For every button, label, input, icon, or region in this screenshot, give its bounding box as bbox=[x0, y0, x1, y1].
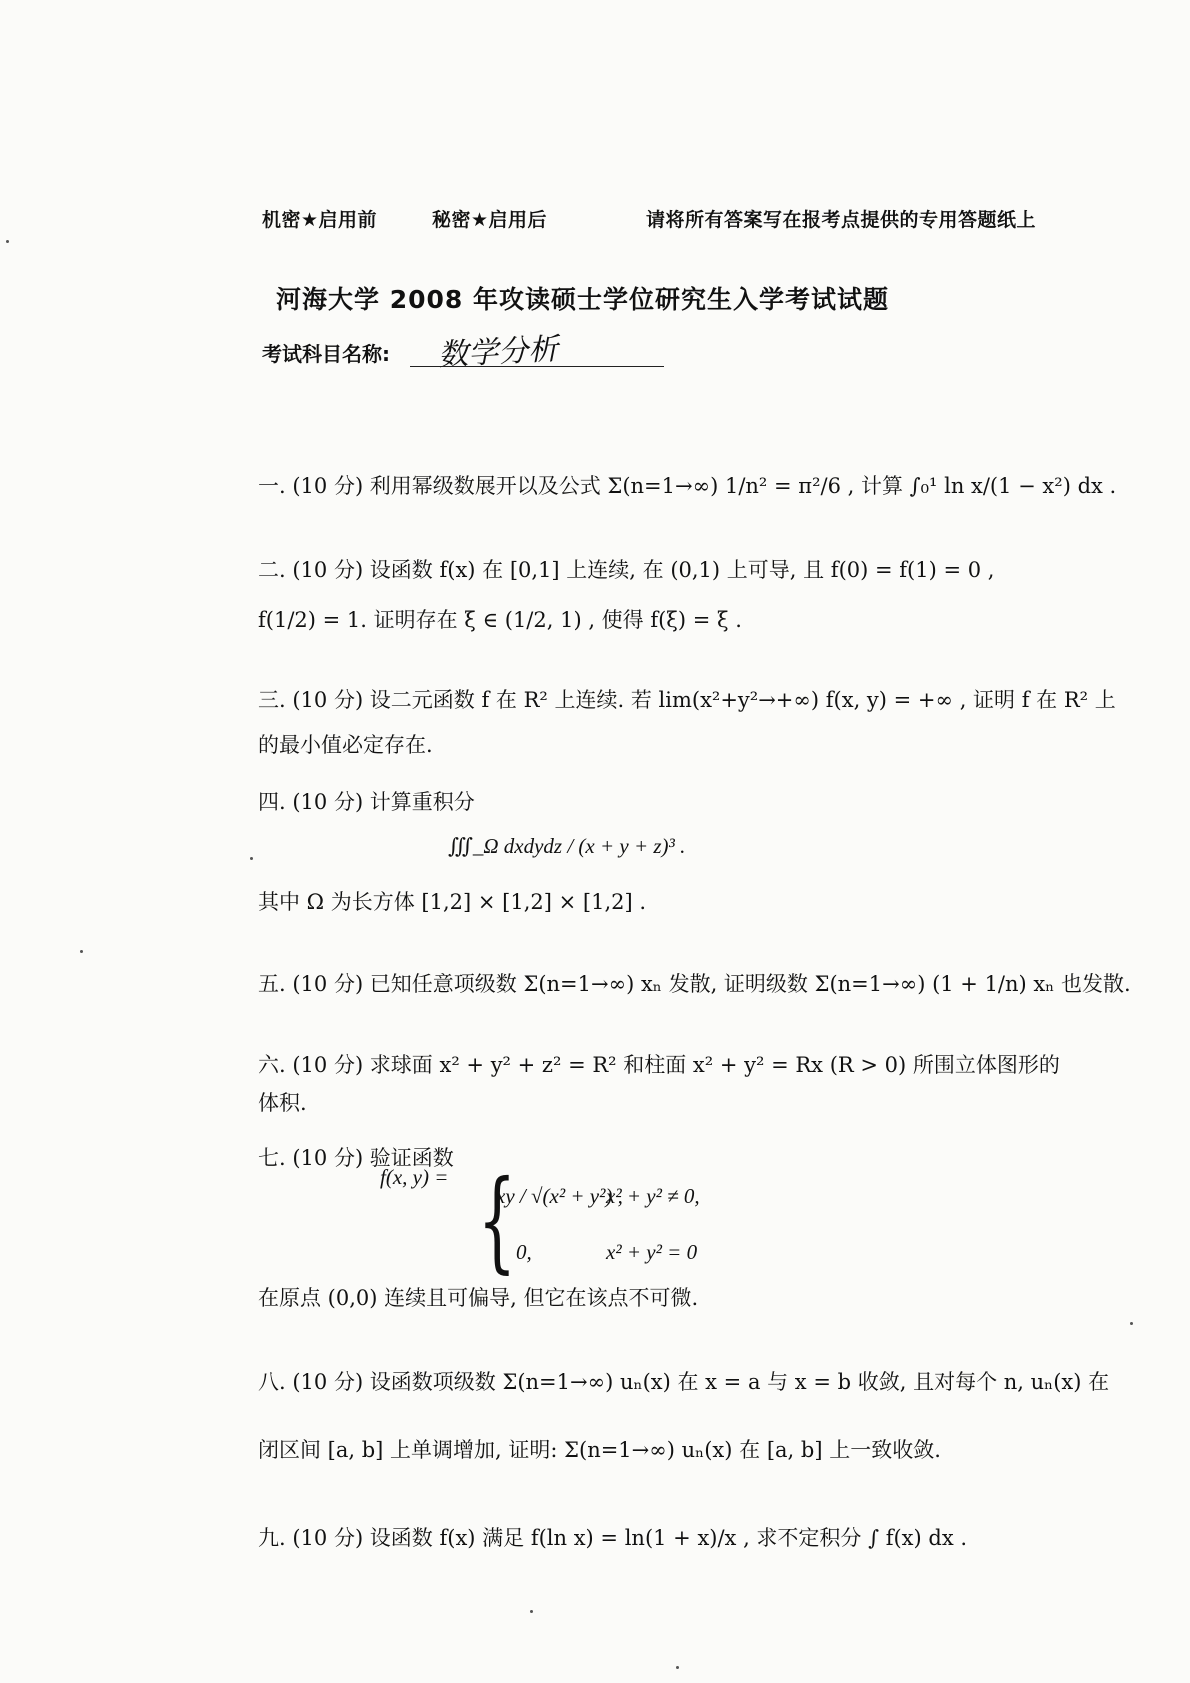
question-7-line-1: 七. (10 分) 验证函数 bbox=[258, 1146, 454, 1170]
subject-label: 考试科目名称: bbox=[262, 342, 390, 366]
subject-underline bbox=[410, 366, 664, 367]
question-3-line-2: 的最小值必定存在. bbox=[258, 733, 433, 757]
question-4-line-1: 四. (10 分) 计算重积分 bbox=[258, 790, 475, 814]
subject-value: 数学分析 bbox=[437, 331, 560, 374]
question-6-line-1: 六. (10 分) 求球面 x² + y² + z² = R² 和柱面 x² + y² = Rx (R > 0) 所围立体图形的 bbox=[258, 1053, 1060, 1077]
question-9: 九. (10 分) 设函数 f(x) 满足 f(ln x) = ln(1 + x)/x , 求不定积分 ∫ f(x) dx . bbox=[258, 1526, 968, 1550]
exam-title: 河海大学 2008 年攻读硕士学位研究生入学考试试题 bbox=[276, 285, 889, 314]
question-2-line-1: 二. (10 分) 设函数 f(x) 在 [0,1] 上连续, 在 (0,1) 上可导, 且 f(0) = f(1) = 0 , bbox=[258, 558, 995, 582]
question-5: 五. (10 分) 已知任意项级数 Σ(n=1→∞) xₙ 发散, 证明级数 Σ(n=1→∞) (1 + 1/n) xₙ 也发散. bbox=[258, 972, 1131, 996]
question-8-line-2: 闭区间 [a, b] 上单调增加, 证明: Σ(n=1→∞) uₙ(x) 在 [a, b] 上一致收敛. bbox=[258, 1438, 941, 1462]
piecewise-lhs: f(x, y) = bbox=[380, 1165, 449, 1189]
scan-speck bbox=[250, 857, 253, 860]
case-1-condition: x² + y² ≠ 0, bbox=[606, 1184, 700, 1208]
triple-integral-formula: ∭_Ω dxdydz / (x + y + z)³ . bbox=[448, 834, 686, 858]
question-6-line-2: 体积. bbox=[258, 1091, 307, 1115]
scan-speck bbox=[676, 1666, 679, 1669]
question-3-line-1: 三. (10 分) 设二元函数 f 在 R² 上连续. 若 lim(x²+y²→+∞) f(x, y) = +∞ , 证明 f 在 R² 上 bbox=[258, 688, 1116, 712]
piecewise-brace: { bbox=[477, 1156, 517, 1284]
question-4-line-2: 其中 Ω 为长方体 [1,2] × [1,2] × [1,2] . bbox=[258, 890, 647, 914]
header-right: 请将所有答案写在报考点提供的专用答题纸上 bbox=[646, 209, 1037, 231]
scan-speck bbox=[80, 950, 83, 953]
header-left: 机密★启用前 bbox=[262, 209, 378, 231]
scan-speck bbox=[6, 240, 9, 243]
question-2-line-2: f(1/2) = 1. 证明存在 ξ ∈ (1/2, 1) , 使得 f(ξ) = ξ . bbox=[258, 608, 742, 632]
case-1-value: xy / √(x² + y²) , bbox=[496, 1184, 623, 1208]
question-8-line-1: 八. (10 分) 设函数项级数 Σ(n=1→∞) uₙ(x) 在 x = a 与 x = b 收敛, 且对每个 n, uₙ(x) 在 bbox=[258, 1370, 1110, 1394]
case-2-value: 0, bbox=[516, 1240, 532, 1264]
scan-speck bbox=[530, 1610, 533, 1613]
case-2-condition: x² + y² = 0 bbox=[606, 1240, 698, 1264]
question-7-line-2: 在原点 (0,0) 连续且可偏导, 但它在该点不可微. bbox=[258, 1286, 699, 1310]
header-middle: 秘密★启用后 bbox=[432, 209, 548, 231]
scan-speck bbox=[1130, 1322, 1133, 1325]
question-1: 一. (10 分) 利用幂级数展开以及公式 Σ(n=1→∞) 1/n² = π²/6 , 计算 ∫₀¹ ln x/(1 − x²) dx . bbox=[258, 474, 1117, 498]
